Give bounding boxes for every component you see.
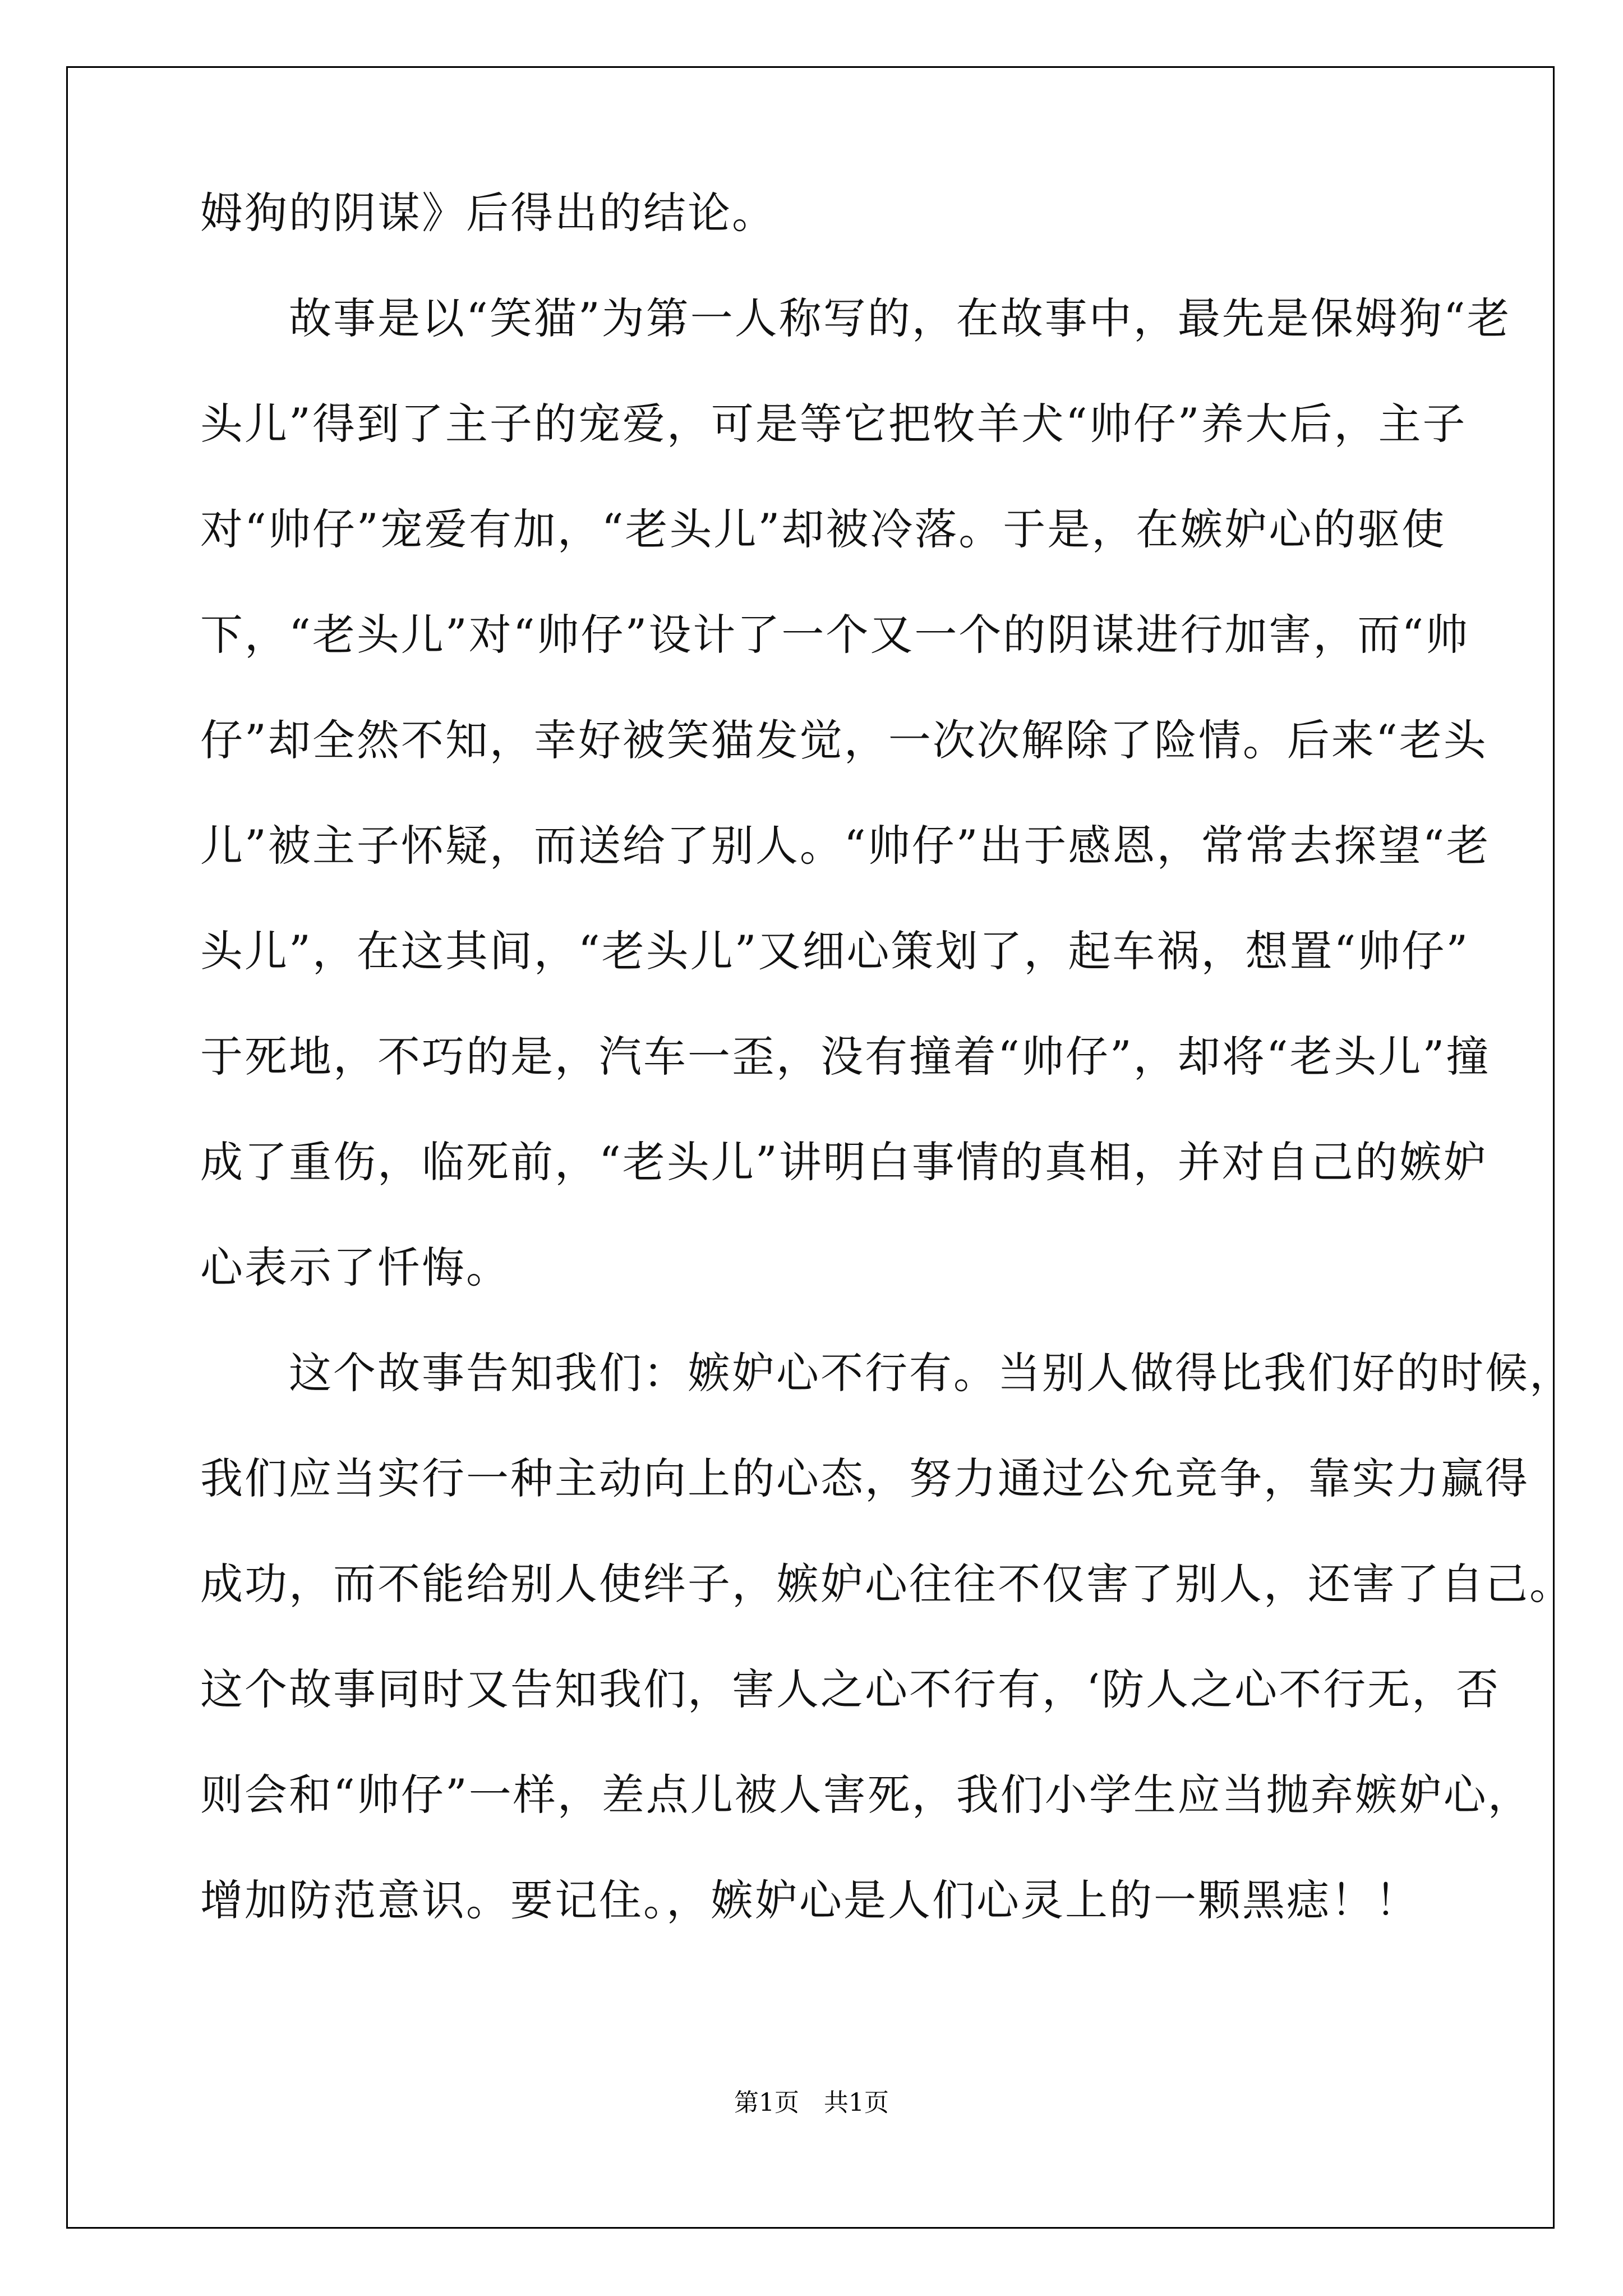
text-line: 则会和“帅仔”一样，差点儿被人害死，我们小学生应当抛弃嫉妒心， <box>200 1770 1532 1820</box>
text-line: 下，“老头儿”对“帅仔”设计了一个又一个的阴谋进行加害，而“帅 <box>200 610 1470 660</box>
page-number-footer: 第1页 共1页 <box>734 2088 889 2117</box>
text-line: 头儿”，在这其间，“老头儿”又细心策划了，起车祸，想置“帅仔” <box>200 926 1470 976</box>
text-line: 故事是以“笑猫”为第一人称写的，在故事中，最先是保姆狗“老 <box>200 293 1511 343</box>
text-line: 姆狗的阴谋》后得出的结论。 <box>200 188 776 238</box>
text-line: 成功，而不能给别人使绊子，嫉妒心往往不仅害了别人，还害了自己。 <box>200 1559 1574 1609</box>
text-line: 我们应当实行一种主动向上的心态，努力通过公允竞争，靠实力赢得 <box>200 1453 1529 1503</box>
text-line: 心表示了忏悔。 <box>200 1243 510 1292</box>
text-line: 这个故事同时又告知我们，害人之心不行有，‘防人之心不行无，否 <box>200 1664 1501 1714</box>
text-line: 于死地，不巧的是，汽车一歪，没有撞着“帅仔”，却将“老头儿”撞 <box>200 1032 1491 1082</box>
text-line: 对“帅仔”宠爱有加，“老头儿”却被冷落。于是，在嫉妒心的驱使 <box>200 504 1446 554</box>
text-line: 儿”被主子怀疑，而送给了别人。“帅仔”出于感恩，常常去探望“老 <box>200 821 1491 871</box>
text-line: 成了重伤，临死前，“老头儿”讲明白事情的真相，并对自己的嫉妒 <box>200 1137 1488 1187</box>
text-line: 增加防范意识。要记住。，嫉妒心是人们心灵上的一颗黑痣！！ <box>200 1875 1419 1925</box>
text-line: 仔”却全然不知，幸好被笑猫发觉，一次次解除了险情。后来“老头 <box>200 715 1488 765</box>
text-line: 这个故事告知我们：嫉妒心不行有。当别人做得比我们好的时候， <box>200 1348 1574 1398</box>
text-line: 头儿”得到了主子的宠爱，可是等它把牧羊犬“帅仔”养大后，主子 <box>200 399 1467 449</box>
